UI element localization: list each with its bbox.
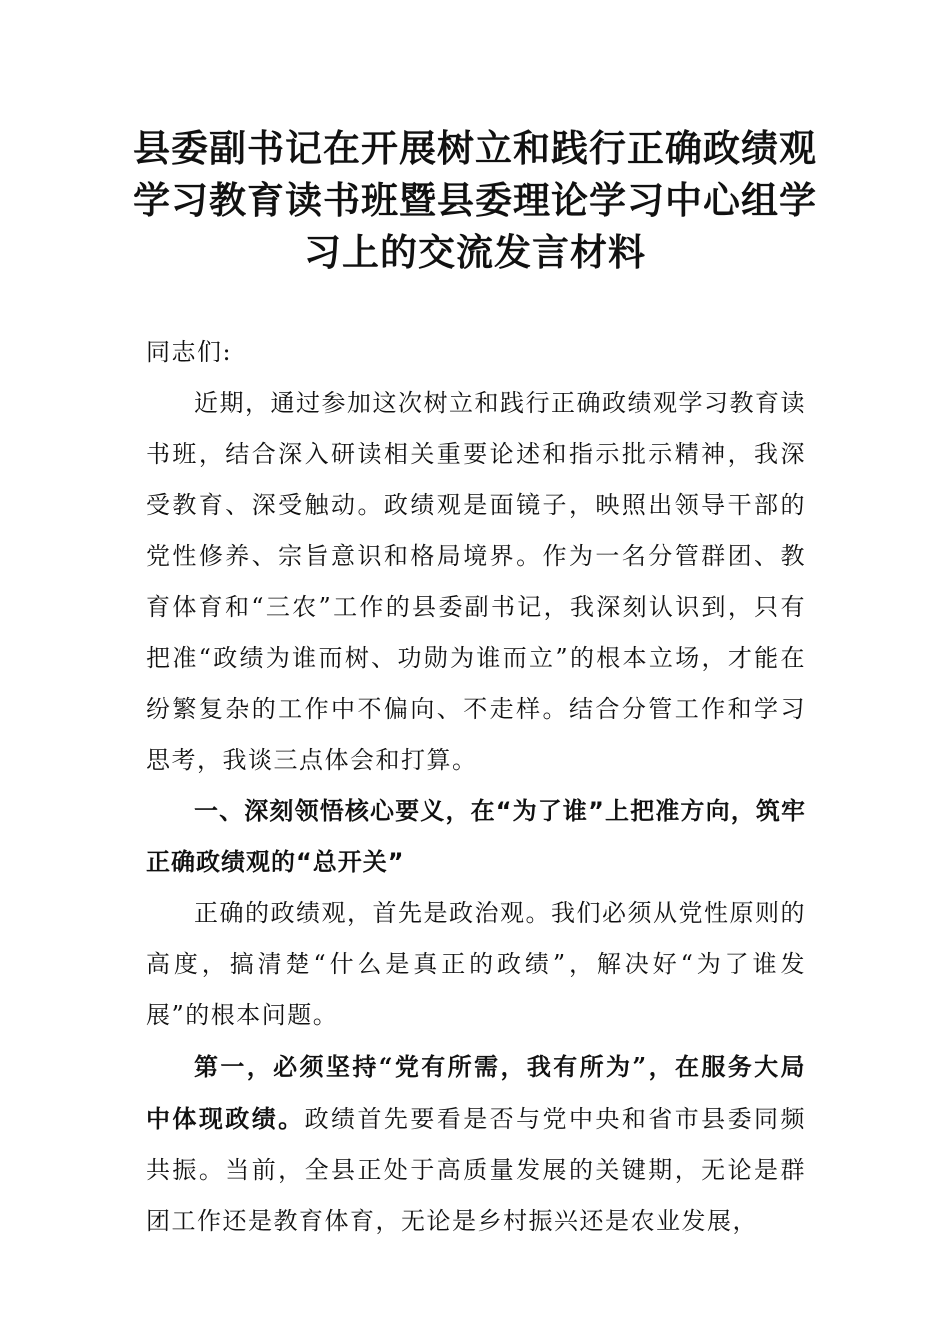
paragraph-first-point [146, 1041, 806, 1247]
first-point-text: 政绩首先要看是否与党中央和省市县委同频共振。当前，全县正处于高质量发展的关键期，无论是群团工作还是教育体育，无论是乡村振兴还是农业发展， [146, 1105, 806, 1235]
first-point-lead: 第一，必须坚持“党有所需，我有所为”，在服务大局中体现政绩。 [146, 1052, 806, 1133]
salutation: 同志们: [146, 338, 233, 366]
title-line-2: 学习教育读书班暨县委理论学习中心组学 [133, 178, 817, 222]
document-title [120, 122, 830, 278]
title-line-3: 习上的交流发言材料 [304, 230, 646, 274]
section-heading-1: 一、深刻领悟核心要义，在“为了谁”上把准方向，筑牢正确政绩观的“总开关” [146, 797, 806, 876]
document-body [146, 327, 806, 1247]
title-line-1: 县委副书记在开展树立和践行正确政绩观 [133, 126, 817, 170]
paragraph-political-view: 正确的政绩观，首先是政治观。我们必须从党性原则的高度，搞清楚“什么是真正的政绩”，解决好“为了谁发展”的根本问题。 [146, 899, 806, 1029]
paragraph-intro: 近期，通过参加这次树立和践行正确政绩观学习教育读书班，结合深入研读相关重要论述和指示批示精神，我深受教育、深受触动。政绩观是面镜子，映照出领导干部的党性修养、宗旨意识和格局境界。作为一名分管群团、教育体育和“三农”工作的县委副书记，我深刻认识到，只有把准“政绩为谁而树、功勋为谁而立”的根本立场，才能在纷繁复杂的工作中不偏向、不走样。结合分管工作和学习思考，我谈三点体会和打算。 [146, 389, 806, 774]
